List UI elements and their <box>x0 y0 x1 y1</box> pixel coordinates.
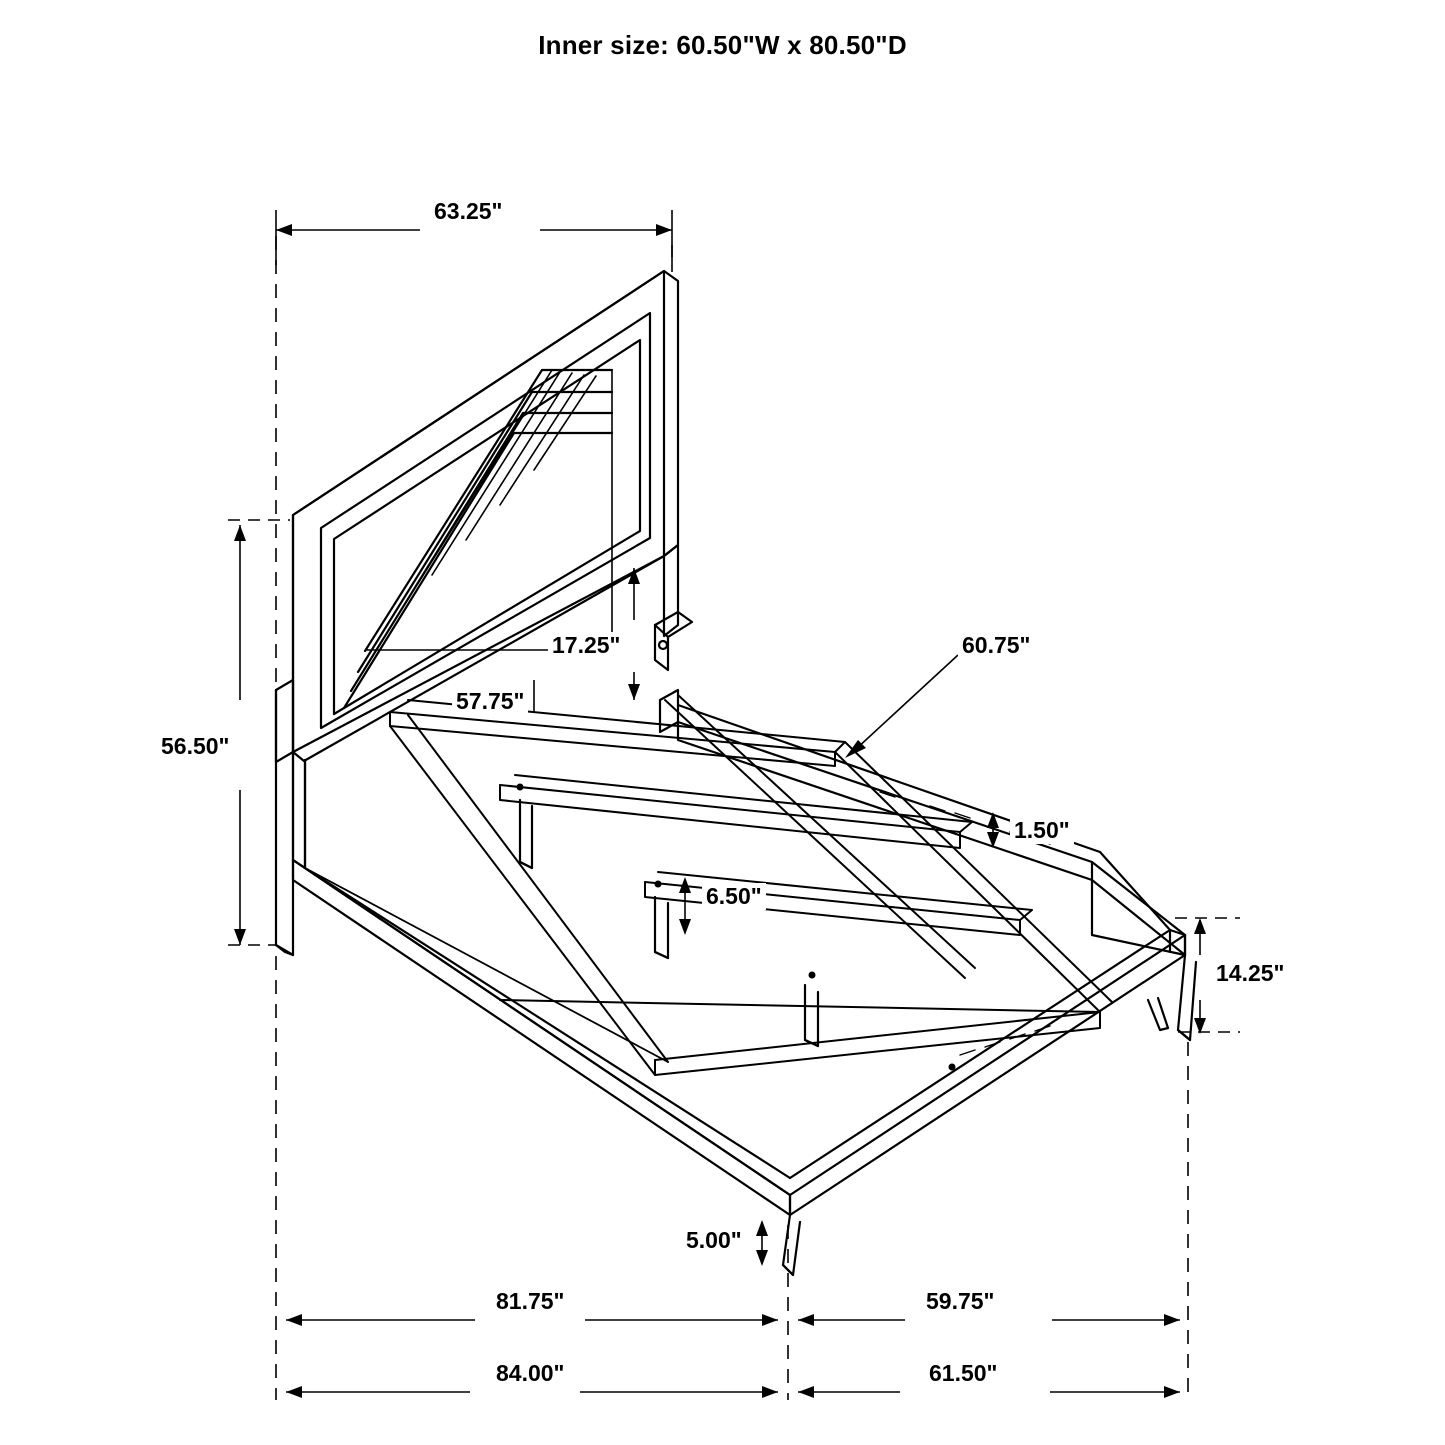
right-rear-leg <box>1148 998 1168 1030</box>
rear-to-right-corner-inner <box>1100 852 1170 930</box>
rear-to-right-corner <box>1092 862 1185 935</box>
dim-label-footboard-height: 14.25" <box>1212 960 1288 987</box>
dim-1425-arrow-top <box>1194 918 1206 934</box>
support-leg-1 <box>520 800 532 868</box>
slat-peg-3 <box>809 972 816 979</box>
dim-56-arrow-bottom <box>234 929 246 945</box>
support-leg-2 <box>655 897 668 958</box>
dim-5975-arrow-right <box>1164 1314 1180 1326</box>
headboard-chevron-8 <box>500 375 584 505</box>
dim-label-slat-thickness: 1.50" <box>1010 817 1074 844</box>
dim-label-overall-height: 56.50" <box>157 733 233 760</box>
left-inner-rail <box>390 726 655 1075</box>
slat-peg-4 <box>949 1064 956 1071</box>
dim-8400-arrow-left <box>286 1386 302 1398</box>
headboard-chevron-4 <box>344 433 612 708</box>
front-rail-top-inner <box>305 868 790 1178</box>
left-inner-rail-b <box>408 715 668 1062</box>
dim-label-inner-length: 81.75" <box>492 1288 568 1315</box>
dim-label-side-rail-length: 60.75" <box>958 632 1034 659</box>
headboard-face <box>293 271 664 752</box>
dimension-lines <box>228 210 1240 1400</box>
dim-8175-arrow-right <box>762 1314 778 1326</box>
headboard-chevron-6 <box>432 372 560 575</box>
diagonal-brace-1 <box>665 700 965 978</box>
left-rail-lower-ledge <box>305 868 668 1062</box>
headboard-left-post <box>276 680 293 762</box>
dim-63-arrow-right <box>656 224 672 236</box>
headboard-bracket-hole <box>659 641 667 649</box>
dim-label-inner-depth: 59.75" <box>922 1288 998 1315</box>
dim-label-leg-height: 5.00" <box>682 1227 746 1254</box>
slat-peg-1 <box>517 784 524 791</box>
dim-8175-arrow-left <box>286 1314 302 1326</box>
foot-rail-top-outer <box>790 935 1185 1195</box>
headboard-left-leg <box>276 752 293 955</box>
diagonal-brace-1b <box>678 695 975 968</box>
slat-peg-2 <box>655 881 662 888</box>
dim-6150-arrow-left <box>798 1386 814 1398</box>
support-leg-3 <box>805 985 818 1046</box>
right-inner-rail <box>835 752 1100 1012</box>
right-leg <box>1178 955 1196 1040</box>
dim-5975-arrow-left <box>798 1314 814 1326</box>
headboard-chevron-9 <box>534 376 596 470</box>
front-rail-side <box>293 860 790 1215</box>
dim-60-leader <box>855 655 958 750</box>
right-inner-rail-b <box>845 742 1112 1002</box>
dim-label-outer-length: 84.00" <box>492 1360 568 1387</box>
headboard-right-post <box>664 545 678 636</box>
dim-6150-arrow-right <box>1164 1386 1180 1398</box>
headboard-bracket-top <box>655 612 692 637</box>
dim-8400-arrow-right <box>762 1386 778 1398</box>
headboard-chevron-5 <box>400 370 552 612</box>
page-title: Inner size: 60.50"W x 80.50"D <box>538 30 907 60</box>
dim-500-arrow-bottom <box>756 1250 768 1266</box>
support-leg-2-foot <box>655 952 668 958</box>
head-rail-left <box>293 752 305 868</box>
center-rail-4-side <box>655 1012 1100 1075</box>
dim-650-arrow-bottom <box>679 919 691 935</box>
dim-17-arrow-bottom <box>628 684 640 700</box>
dim-label-headboard-inner-height: 57.75" <box>452 688 528 715</box>
dim-500-arrow-top <box>756 1220 768 1236</box>
diagonal-brace-2 <box>500 1000 1100 1012</box>
dim-56-arrow-top <box>234 525 246 541</box>
dim-label-slat-clearance: 6.50" <box>702 883 766 910</box>
foot-rail-side <box>790 935 1185 1215</box>
dim-label-headboard-panel-height: 17.25" <box>548 632 624 659</box>
dim-label-outer-depth: 61.50" <box>925 1360 1001 1387</box>
dim-label-headboard-width: 63.25" <box>430 198 506 225</box>
dim-63-arrow-left <box>276 224 292 236</box>
